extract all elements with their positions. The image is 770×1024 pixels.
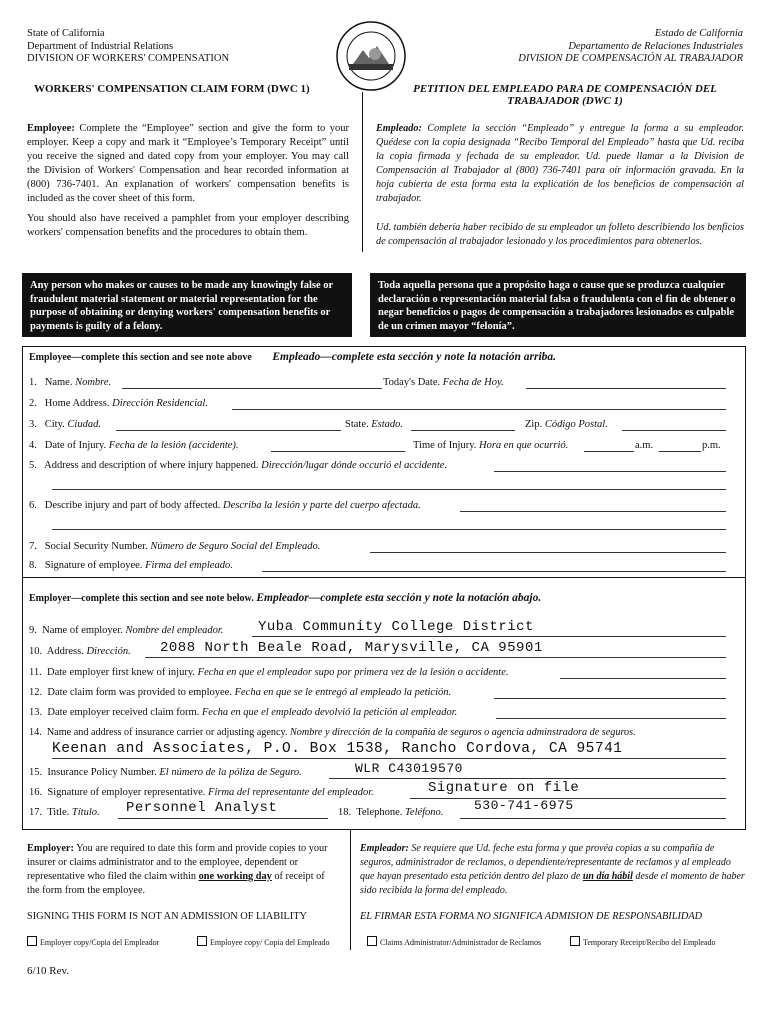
field-number: 8. — [29, 560, 37, 571]
time-pm-input[interactable] — [659, 451, 701, 452]
employee-lead-es: Empleado: — [376, 123, 422, 134]
injury-location-input[interactable] — [494, 471, 726, 472]
employer-note-lead: Employer: — [27, 843, 74, 854]
state-input[interactable] — [411, 430, 515, 431]
field-label-es: Ciudad. — [67, 419, 101, 430]
zip-input[interactable] — [622, 430, 726, 431]
employer-heading-en: Employer—complete this section and see note below. — [29, 593, 254, 604]
date-provided-input[interactable] — [494, 698, 726, 699]
field-label: Date of Injury. — [44, 440, 107, 451]
date-knew-input[interactable] — [560, 678, 726, 679]
field-label: Time of Injury. — [413, 440, 477, 451]
field-label: Address. — [46, 646, 84, 657]
am-label: a.m. — [635, 440, 654, 451]
felony-warning-es: Toda aquella persona que a propósito haga o cause que se produzca cualquier declaración o representación material falsa o fraudulenta con el fin de obtener o negar beneficios o pagos de compensación a trabajadores lesionados es culpable de un crimen mayor “felonía”. — [370, 273, 746, 337]
field-label: State. — [345, 419, 369, 430]
field-4-time-of-injury — [413, 440, 568, 451]
field-4-date-of-injury — [29, 440, 239, 451]
employee-signature-input[interactable] — [262, 571, 726, 572]
field-label-es: Fecha en que el empleado devolvió la petición al empleador. — [201, 707, 458, 718]
field-10-employer-address — [29, 646, 131, 657]
checkbox-icon — [27, 936, 37, 946]
copy-temporary-receipt-label: Temporary Receipt/Recibo del Empleado — [583, 938, 716, 947]
field-13-date-received — [29, 707, 457, 718]
field-label-es: Teléfono. — [405, 807, 444, 818]
todays-date-input[interactable] — [526, 388, 726, 389]
insurance-carrier-input[interactable]: Keenan and Associates, P.O. Box 1538, Rancho Cordova, CA 95741 — [52, 741, 623, 757]
title-input[interactable]: Personnel Analyst — [126, 800, 278, 816]
field-3-zip — [525, 419, 608, 430]
employee-heading-es: Empleado—complete esta sección y note la notación arriba. — [272, 351, 557, 363]
employee-lead: Employee: — [27, 123, 75, 134]
employer-name-line — [252, 636, 726, 637]
division-label-es: DIVISION DE COMPENSACIÓN AL TRABAJADOR — [518, 53, 743, 64]
field-3-state — [345, 419, 403, 430]
employee-section-heading — [29, 351, 556, 363]
california-seal-icon — [335, 20, 407, 92]
agency-header-es — [518, 28, 743, 66]
field-label-es: Hora en que ocurrió. — [479, 440, 569, 451]
employer-note-end: of receipt of the form from the employee. — [27, 871, 325, 896]
field-label: Address and description of where injury happened. — [44, 460, 259, 471]
field-label: City. — [44, 419, 65, 430]
field-15-policy-number — [29, 767, 302, 778]
field-label: Date employer first knew of injury. — [47, 667, 196, 678]
field-number: 4. — [29, 440, 37, 451]
field-label-es: Estado. — [371, 419, 404, 430]
field-number: 7. — [29, 541, 37, 552]
copy-claims-admin-checkbox[interactable] — [367, 936, 541, 947]
policy-number-input[interactable]: WLR C43019570 — [355, 761, 463, 776]
field-label: Name. — [44, 377, 73, 388]
field-16-employer-signature — [29, 787, 374, 798]
field-number: 17. — [29, 807, 43, 818]
field-14-insurance-carrier — [29, 727, 636, 738]
field-label-es: Número de Seguro Social del Empleado. — [150, 541, 321, 552]
field-5-injury-location — [29, 460, 447, 471]
felony-warning-en: Any person who makes or causes to be made any knowingly false or fraudulent material statement or material representation for the purpose of obtaining or denying workers' compensation benefits or payments is guilty of a felony. — [22, 273, 352, 337]
field-label: Zip. — [525, 419, 543, 430]
field-number: 14. — [29, 727, 42, 738]
insurance-carrier-line — [52, 758, 726, 759]
employer-name-input[interactable]: Yuba Community College District — [258, 619, 534, 635]
field-number: 6. — [29, 500, 37, 511]
field-number: 18. — [338, 807, 352, 818]
employer-note-text-es: Se requiere que Ud. feche esta forma y que provéa copias a su compañía de seguros, administrador de reclamos, o dependiente/representante de reclamos y al empleado que hayan presentado esta petición dentro del plazo de — [360, 843, 731, 882]
state-label: State of California — [27, 28, 105, 39]
field-label-es: Dirección. — [86, 646, 131, 657]
copy-temporary-receipt-checkbox[interactable] — [570, 936, 716, 947]
checkbox-icon — [367, 936, 377, 946]
field-9-employer-name — [29, 625, 223, 636]
field-12-date-provided — [29, 687, 451, 698]
field-17-title — [29, 807, 100, 818]
form-title-es — [390, 83, 740, 107]
employer-note-end-es: desde el momento de haber sido recibida la forma del empleado. — [360, 871, 745, 896]
field-8-employee-signature — [29, 560, 233, 571]
field-number: 16. — [29, 787, 43, 798]
copy-employer-checkbox[interactable] — [27, 936, 159, 947]
telephone-input[interactable]: 530-741-6975 — [474, 798, 574, 813]
field-label-es: Dirección/lugar dónde occurió el accidente. — [261, 460, 448, 471]
policy-number-line — [329, 778, 726, 779]
division-label: DIVISION OF WORKERS' COMPENSATION — [27, 53, 230, 64]
field-label-es: Nombre del empleador. — [125, 625, 224, 636]
copy-employee-checkbox[interactable] — [197, 936, 330, 947]
field-label-es: Fecha de la lesión (accidente). — [108, 440, 239, 451]
field-number: 12. — [29, 687, 43, 698]
employee-instructions-text-es: Complete la sección “Empleado” y entregue la forma a su empleador. Quédese con la copia designada “Recibo Temporal del Empleado” hasta que Ud. reciba la copia firmada y fechada de su empleador. Ud. puede llamar a la Division de Compensación al Trabajador al (800) 736-7401 para oír información gravada. En la hoja cubierta de esta forma esta la explicatión de los beneficios de compensación al trabajador. — [376, 123, 745, 204]
field-number: 10. — [29, 646, 43, 657]
field-number: 2. — [29, 398, 37, 409]
field-label-es: El número de la póliza de Seguro. — [159, 767, 302, 778]
field-label: Name and address of insurance carrier or adjusting agency. — [46, 727, 288, 738]
employee-instructions-text: Complete the “Employee” section and give the form to your employer. Keep a copy and mark it “Employee’s Temporary Receipt” until you receive the signed and dated copy from your employer. You may call the Division of Workers' Compensation and hear recorded information at (800) 736-7401. An explanation of workers' compensation benefits is included as the cover sheet of this form. — [27, 123, 349, 204]
revision-label: 6/10 Rev. — [27, 965, 70, 977]
field-label-es: Nombre. — [75, 377, 112, 388]
field-18-telephone — [338, 807, 443, 818]
field-label: Describe injury and part of body affected. — [44, 500, 221, 511]
field-label: Today's Date. — [383, 377, 441, 388]
liability-disclaimer-en: SIGNING THIS FORM IS NOT AN ADMISSION OF LIABILITY — [27, 911, 307, 922]
field-1-today — [383, 377, 504, 388]
field-number: 3. — [29, 419, 37, 430]
employer-section-heading — [29, 592, 541, 604]
checkbox-icon — [197, 936, 207, 946]
date-of-injury-input[interactable] — [271, 451, 405, 452]
employer-note-lead-es: Empleador: — [360, 843, 409, 854]
field-label: Telephone. — [356, 807, 403, 818]
field-label-es: Describa la lesión y parte del cuerpo afectada. — [223, 500, 421, 511]
field-label: Social Security Number. — [44, 541, 148, 552]
date-received-input[interactable] — [496, 718, 726, 719]
ssn-input[interactable] — [370, 552, 726, 553]
form-title-en: WORKERS' COMPENSATION CLAIM FORM (DWC 1) — [34, 83, 310, 95]
employee-name-input[interactable] — [122, 388, 382, 389]
city-input[interactable] — [116, 430, 341, 431]
field-label-es: Firma del empleado. — [145, 560, 233, 571]
form-title-es-line2: TRABAJADOR (DWC 1) — [507, 95, 623, 107]
state-label-es: Estado de California — [654, 28, 743, 39]
employer-address-line — [145, 657, 726, 658]
field-label-es: Nombre y dirección de la compañía de seguros o agencia adminstradora de seguros. — [290, 727, 636, 738]
field-number: 9. — [29, 625, 37, 636]
home-address-input[interactable] — [232, 409, 726, 410]
field-7-ssn — [29, 541, 320, 552]
field-label-es: Dirección Residencial. — [112, 398, 208, 409]
copy-employee-label: Employee copy/ Copia del Empleado — [210, 938, 330, 947]
department-label-es: Departamento de Relaciones Industriales — [568, 40, 743, 52]
field-label-es: Fecha de Hoy. — [442, 377, 504, 388]
employer-note-text: You are required to date this form and provide copies to your insurer or claims administrator and to the employee, dependent or representative who filed the claim within — [27, 843, 328, 882]
injury-location-input-2[interactable] — [52, 489, 726, 490]
field-number: 5. — [29, 460, 37, 471]
field-label-es: Fecha en que el empleador supo por primera vez de la lesión o accidente. — [197, 667, 509, 678]
pm-label: p.m. — [702, 440, 721, 451]
footer-divider — [350, 830, 351, 950]
employer-note-es — [360, 842, 746, 898]
field-number: 13. — [29, 707, 43, 718]
employer-signature-input[interactable]: Signature on file — [428, 780, 580, 796]
time-am-input[interactable] — [584, 451, 634, 452]
checkbox-icon — [570, 936, 580, 946]
field-label: Signature of employee. — [44, 560, 143, 571]
field-2-address — [29, 398, 208, 409]
pamphlet-note-es: Ud. también debería haber recibido de su empleador un folleto describiendo los benficios de compensación al trabajador lesionado y los procedimientos para obtenerlos. — [376, 222, 744, 247]
employee-instructions-en — [27, 122, 349, 206]
employer-address-input[interactable]: 2088 North Beale Road, Marysville, CA 95901 — [160, 640, 543, 656]
employer-heading-es: Empleador—complete esta sección y note la notación abajo. — [256, 592, 542, 604]
field-label-es: Título. — [71, 807, 100, 818]
one-working-day: one working day — [198, 871, 272, 882]
title-line — [118, 818, 328, 819]
liability-disclaimer-es: EL FIRMAR ESTA FORMA NO SIGNIFICA ADMISION DE RESPONSABILIDAD — [360, 911, 703, 922]
agency-header-en — [27, 28, 229, 66]
field-1-name — [29, 377, 111, 388]
field-3-city — [29, 419, 101, 430]
column-divider — [362, 92, 363, 252]
field-label-es: Fecha en que se le entregó al empleado la petición. — [234, 687, 452, 698]
field-label-es: Firma del representante del empleador. — [208, 787, 374, 798]
field-number: 1. — [29, 377, 37, 388]
field-label: Signature of employer representative. — [47, 787, 206, 798]
injury-description-input[interactable] — [460, 511, 726, 512]
form-title-es-line1: PETITION DEL EMPLEADO PARA DE COMPENSACIÓN DEL — [413, 83, 717, 95]
field-label: Insurance Policy Number. — [47, 767, 157, 778]
telephone-line — [460, 818, 726, 819]
injury-description-input-2[interactable] — [52, 529, 726, 530]
employee-heading-en: Employee—complete this section and see note above — [29, 352, 252, 363]
field-number: 15. — [29, 767, 43, 778]
copy-claims-admin-label: Claims Administrator/Administrador de Reclamos — [380, 938, 542, 947]
field-label: Home Address. — [44, 398, 110, 409]
un-dia-habil: un día hábil — [582, 871, 633, 882]
field-11-date-knew — [29, 667, 509, 678]
field-number: 11. — [29, 667, 42, 678]
field-label-es: Código Postal. — [544, 419, 608, 430]
field-6-injury-description — [29, 500, 421, 511]
department-label: Department of Industrial Relations — [27, 40, 174, 52]
field-label: Date employer received claim form. — [47, 707, 200, 718]
pamphlet-note-en: You should also have received a pamphlet from your employer describing workers' compensation benefits and the procedures to obtain them. — [27, 213, 349, 238]
field-label: Name of employer. — [42, 625, 123, 636]
copy-employer-label: Employer copy/Copia del Empleador — [40, 938, 160, 947]
employee-instructions-es — [376, 122, 744, 206]
employer-note-en — [27, 842, 339, 898]
field-label: Title. — [47, 807, 70, 818]
field-label: Date claim form was provided to employee. — [47, 687, 232, 698]
